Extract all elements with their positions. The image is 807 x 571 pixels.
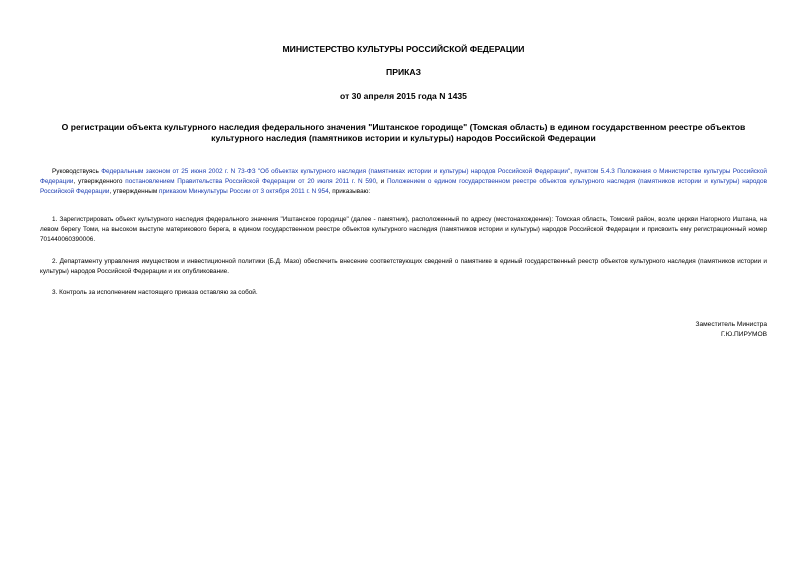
- order-item-2: 2. Департаменту управления имуществом и инвестиционной политики (Б.Д. Мазо) обеспечить внесение соответствующих сведений о памятнике в единый государственный реестр объектов культурного наследия (памятников истории и культуры) народов Российской Федерации и их опубликование.: [40, 258, 767, 276]
- basis-text-6: , приказываю:: [328, 188, 371, 196]
- order-item-1: 1. Зарегистрировать объект культурного наследия федерального значения "Иштанское городище" (далее - памятник), расположенный по адресу (местонахождение): Томская область, Томский район, возле церкви Нагорного Иштана, на левом берегу Томи, на высоком выступе материкового берега, в едином государственном реестре объектов культурного наследия (памятников истории и культуры) народов Российской Федерации и присвоить ему регистрационный номер 701440060390006.: [40, 216, 767, 244]
- link-ministry-regulation[interactable]: пунктом 5.4.3 Положения о Министерстве культуры Российской Федерации: [40, 168, 767, 186]
- basis-text-4: , и: [376, 178, 387, 186]
- link-federal-law[interactable]: Федеральным законом от 25 июня 2002 г. N 73-ФЗ "Об объектах культурного наследия (памятниках истории и культуры) народов Российской Федерации": [101, 168, 571, 175]
- basis-text-1: Руководствуясь: [52, 168, 102, 175]
- order-title: О регистрации объекта культурного наследия федерального значения "Иштанское городище" (Томская область) в едином государственном реестре объектов культурного наследия (памятников истории и культуры) народов Российской Федерации: [61, 122, 746, 143]
- order-item-3: 3. Контроль за исполнением настоящего приказа оставляю за собой.: [52, 289, 258, 296]
- link-mincult-order[interactable]: приказом Минкультуры России от 3 октября 2011 г. N 954: [158, 188, 329, 196]
- link-government-resolution[interactable]: постановлением Правительства Российской Федерации от 20 июля 2011 г. N 590: [125, 178, 377, 186]
- document-page: [40, 0, 767, 571]
- ministry-heading: МИНИСТЕРСТВО КУЛЬТУРЫ РОССИЙСКОЙ ФЕДЕРАЦИИ: [282, 44, 525, 54]
- basis-text-2: ,: [570, 168, 575, 175]
- basis-text-3: , утвержденного: [73, 178, 126, 186]
- signer-name: Г.Ю.ПИРУМОВ: [720, 331, 767, 338]
- order-date-number: от 30 апреля 2015 года N 1435: [340, 91, 467, 101]
- order-heading: ПРИКАЗ: [386, 67, 421, 77]
- basis-text-5: , утвержденным: [109, 188, 159, 196]
- signer-position: Заместитель Министра: [695, 321, 767, 328]
- link-registry-regulation[interactable]: Положением о едином государственном реестре объектов культурного наследия (памятников истории и культуры) народов Российской Федерации: [40, 178, 767, 196]
- basis-paragraph: [40, 167, 767, 198]
